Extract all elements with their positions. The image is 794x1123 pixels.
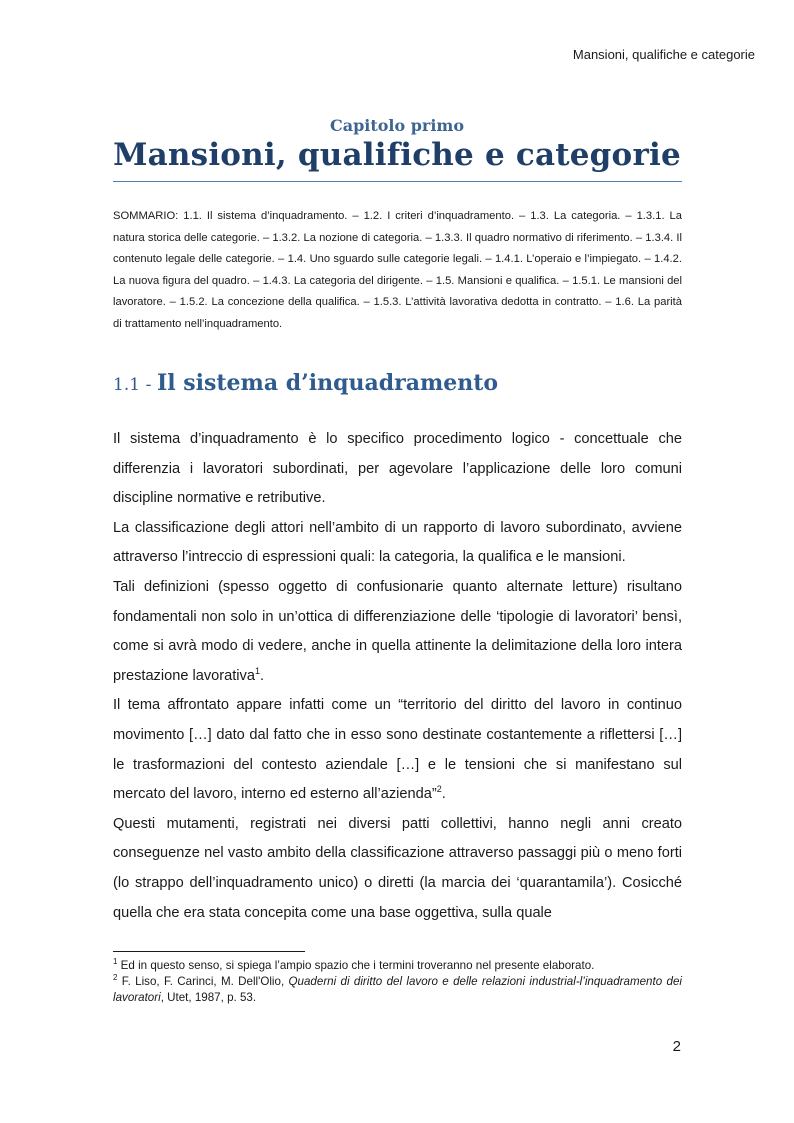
- footnote: [113, 958, 682, 974]
- footnote-text: F. Liso, F. Carinci, M. Dell'Olio,: [117, 975, 289, 988]
- paragraph: La classificazione degli attori nell’ambito di un rapporto di lavoro subordinato, avviene attraverso l’intreccio di espressioni quali: la categoria, la qualifica e le mansioni.: [113, 519, 682, 566]
- section-number: 1.1: [113, 375, 141, 395]
- paragraph: [113, 573, 682, 691]
- paragraph-end: .: [259, 667, 265, 684]
- section-heading: [113, 370, 498, 396]
- section-separator: -: [145, 375, 152, 395]
- paragraph: Il sistema d’inquadramento è lo specifico procedimento logico - concettuale che differenzia i lavoratori subordinati, per agevolare l’applicazione delle loro comuni discipline normative e retributive.: [113, 431, 682, 507]
- page-number: 2: [672, 1038, 681, 1055]
- paragraph: Questi mutamenti, registrati nei diversi patti collettivi, hanno negli anni creato conseguenze nel vasto ambito della classificazione attraverso passaggi più o meno forti (lo strappo dell’inquadramento unico) o diretti (la marcia dei ‘quarantamila’). Cosicché quella che era stata concepita come una base oggettiva, sulla quale: [113, 815, 682, 921]
- title-divider: [113, 181, 682, 182]
- body-text: [113, 425, 682, 928]
- paragraph-text: Tali definizioni (spesso oggetto di confusionarie quanto alternate letture) risultano fondamentali non solo in un’ottica di differenziazione delle ‘tipologie di lavoratori’ bensì, come si avrà modo di vedere, anche in quella attinente la delimitazione della loro intera prestazione lavorativa: [113, 578, 682, 684]
- paragraph-end: .: [441, 786, 446, 803]
- chapter-title: Mansioni, qualifiche e categorie: [113, 137, 681, 173]
- footnote-mark: 1: [113, 957, 118, 967]
- paragraph-text: Il tema affrontato appare infatti come un “territorio del diritto del lavoro in continuo movimento […] dato dal fatto che in esso sono destinate costantemente a riflettersi […] le trasformazioni del contesto aziendale […] e le tensioni che si manifestano sul mercato del lavoro, interno ed esterno all’azienda”: [113, 697, 682, 803]
- footnote: [113, 974, 682, 1006]
- footnotes: [113, 958, 682, 1006]
- footnote-citation-title: Quaderni di diritto del lavoro e delle relazioni industrial-l’inquadramento dei lavoratori: [113, 975, 682, 1004]
- footnote-text: Ed in questo senso, si spiega l’ampio spazio che i termini troveranno nel presente elaborato.: [117, 959, 595, 972]
- footnote-reference[interactable]: 1: [254, 665, 260, 676]
- running-header: Mansioni, qualifiche e categorie: [572, 47, 755, 62]
- paragraph: [113, 691, 682, 809]
- footnote-reference[interactable]: 2: [436, 784, 442, 795]
- chapter-summary: SOMMARIO: 1.1. Il sistema d’inquadramento. – 1.2. I criteri d’inquadramento. – 1.3. La categoria. – 1.3.1. La natura storica delle categorie. – 1.3.2. La nozione di categoria. – 1.3.3. Il quadro normativo di riferimento. – 1.3.4. Il contenuto legale delle categorie. – 1.4. Uno sguardo sulle categorie legali. – 1.4.1. L’operaio e l’impiegato. – 1.4.2. La nuova figura del quadro. – 1.4.3. La categoria del dirigente. – 1.5. Mansioni e qualifica. – 1.5.1. Le mansioni del lavoratore. – 1.5.2. La concezione della qualifica. – 1.5.3. L’attività lavorativa dedotta in contratto. – 1.6. La parità di trattamento nell’inquadramento.: [113, 210, 682, 330]
- footnote-separator: [113, 951, 305, 952]
- footnote-text: , Utet, 1987, p. 53.: [160, 991, 257, 1004]
- chapter-label: Capitolo primo: [329, 116, 465, 135]
- footnote-mark: 2: [113, 973, 118, 983]
- section-title: Il sistema d’inquadramento: [156, 370, 499, 396]
